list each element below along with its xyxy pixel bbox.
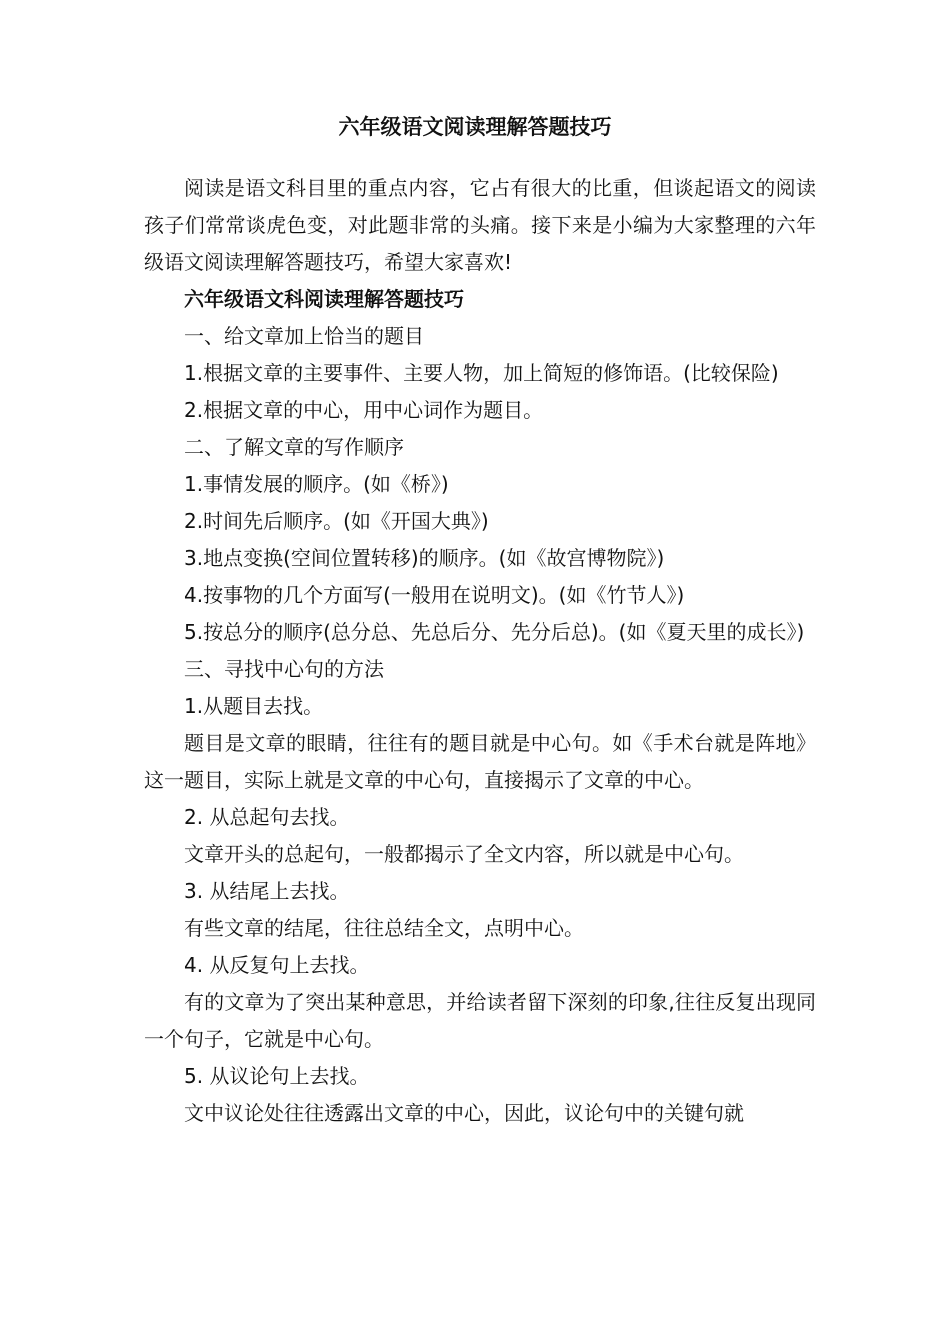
body-paragraph: 文中议论处往往透露出文章的中心，因此，议论句中的关键句就 bbox=[184, 1101, 744, 1125]
intro-paragraph: 阅读是语文科目里的重点内容，它占有很大的比重，但谈起语文的阅读孩子们常常谈虎色变，对此题非常的头痛。接下来是小编为大家整理的六年级语文阅读理解答题技巧，希望大家喜欢! bbox=[144, 176, 816, 274]
document-body bbox=[144, 170, 816, 1132]
section-heading: 六年级语文科阅读理解答题技巧 bbox=[184, 287, 464, 311]
list-item: 2.根据文章的中心，用中心词作为题目。 bbox=[184, 398, 544, 422]
body-paragraph: 有些文章的结尾，往往总结全文，点明中心。 bbox=[184, 916, 584, 940]
list-item: 3.地点变换(空间位置转移)的顺序。(如《故宫博物院》) bbox=[184, 546, 665, 570]
list-item: 1.根据文章的主要事件、主要人物，加上简短的修饰语。(比较保险) bbox=[184, 361, 779, 385]
body-paragraph: 文章开头的总起句，一般都揭示了全文内容，所以就是中心句。 bbox=[184, 842, 744, 866]
body-paragraph: 题目是文章的眼睛，往往有的题目就是中心句。如《手术台就是阵地》这一题目，实际上就是文章的中心句，直接揭示了文章的中心。 bbox=[144, 731, 816, 792]
list-item: 1.从题目去找。 bbox=[184, 694, 324, 718]
list-item: 4.按事物的几个方面写(一般用在说明文)。(如《竹节人》) bbox=[184, 583, 685, 607]
list-item: 1.事情发展的顺序。(如《桥》) bbox=[184, 472, 449, 496]
list-item: 5. 从议论句上去找。 bbox=[184, 1064, 370, 1088]
body-paragraph: 有的文章为了突出某种意思，并给读者留下深刻的印象,往往反复出现同一个句子，它就是中心句。 bbox=[144, 990, 816, 1051]
document-title: 六年级语文阅读理解答题技巧 bbox=[338, 115, 612, 139]
list-item: 2.时间先后顺序。(如《开国大典》) bbox=[184, 509, 489, 533]
section-title-2: 二、了解文章的写作顺序 bbox=[184, 435, 404, 459]
section-title-3: 三、寻找中心句的方法 bbox=[184, 657, 384, 681]
list-item: 2. 从总起句去找。 bbox=[184, 805, 350, 829]
list-item: 3. 从结尾上去找。 bbox=[184, 879, 350, 903]
section-title-1: 一、给文章加上恰当的题目 bbox=[184, 324, 424, 348]
list-item: 5.按总分的顺序(总分总、先总后分、先分后总)。(如《夏天里的成长》) bbox=[184, 620, 805, 644]
list-item: 4. 从反复句上去找。 bbox=[184, 953, 370, 977]
